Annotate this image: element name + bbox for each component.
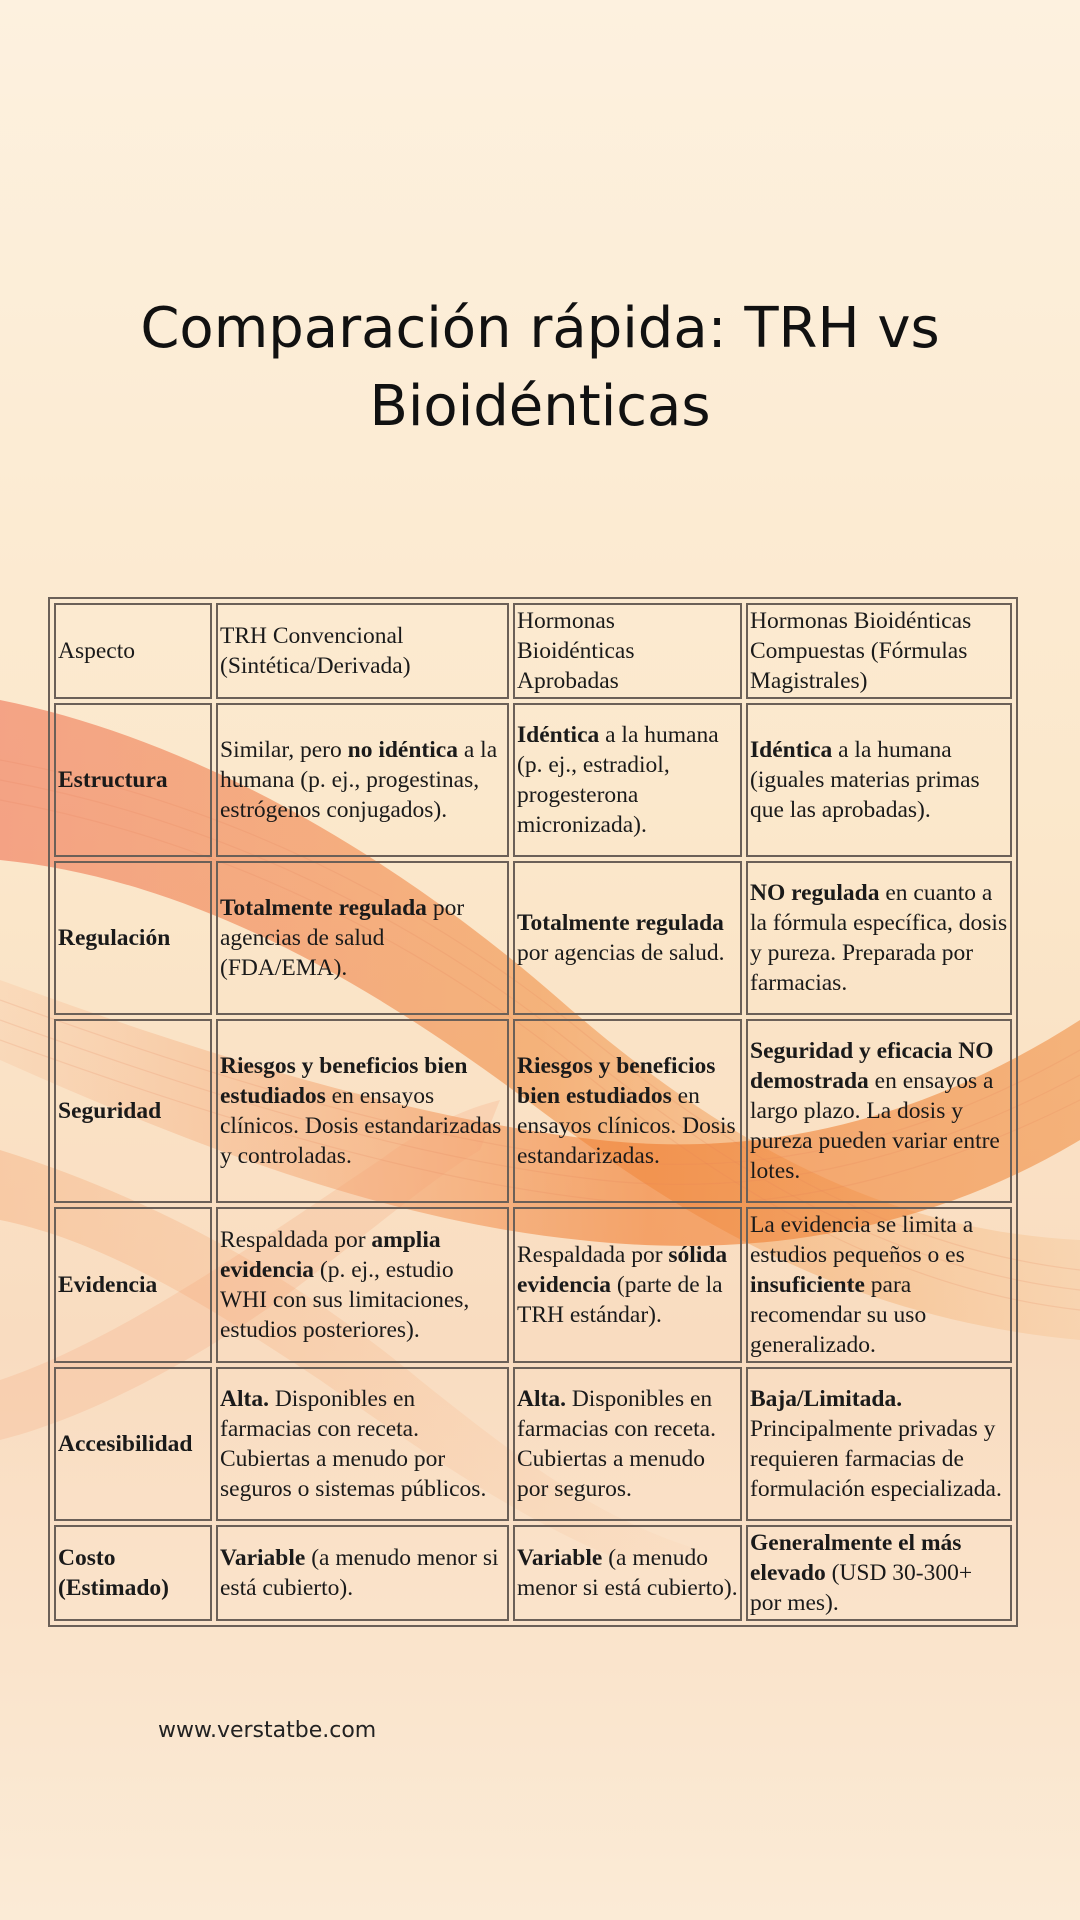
row-label: Costo (Estimado) — [54, 1525, 212, 1621]
row-label: Regulación — [54, 861, 212, 1015]
table-cell: Respaldada por amplia evidencia (p. ej., estudio WHI con sus limitaciones, estudios posteriores). — [216, 1207, 509, 1363]
table-cell: Alta. Disponibles en farmacias con receta. Cubiertas a menudo por seguros o sistemas públicos. — [216, 1367, 509, 1521]
row-label: Accesibilidad — [54, 1367, 212, 1521]
page-title: Comparación rápida: TRH vs Bioidénticas — [140, 296, 940, 439]
table-cell: Variable (a menudo menor si está cubierto). — [216, 1525, 509, 1621]
table-cell: Baja/Limitada. Principalmente privadas y requieren farmacias de formulación especializada. — [746, 1367, 1012, 1521]
table-cell: NO regulada en cuanto a la fórmula específica, dosis y pureza. Preparada por farmacias. — [746, 861, 1012, 1015]
column-header-aspect: Aspecto — [54, 603, 212, 699]
table-cell: Variable (a menudo menor si está cubierto). — [513, 1525, 742, 1621]
table-cell: Idéntica a la humana (iguales materias primas que las aprobadas). — [746, 703, 1012, 857]
table-cell: Riesgos y beneficios bien estudiados en ensayos clínicos. Dosis estandarizadas y controladas. — [216, 1019, 509, 1203]
table-cell: Alta. Disponibles en farmacias con receta. Cubiertas a menudo por seguros. — [513, 1367, 742, 1521]
table-cell: Idéntica a la humana (p. ej., estradiol, progesterona micronizada). — [513, 703, 742, 857]
column-header-trh-convencional: TRH Convencional (Sintética/Derivada) — [216, 603, 509, 699]
table-row — [54, 1207, 1012, 1363]
table-cell: Riesgos y beneficios bien estudiados en ensayos clínicos. Dosis estandarizadas. — [513, 1019, 742, 1203]
table-row — [54, 1019, 1012, 1203]
table-cell: Similar, pero no idéntica a la humana (p. ej., progestinas, estrógenos conjugados). — [216, 703, 509, 857]
table-row — [54, 703, 1012, 857]
website-url: www.verstatbe.com — [158, 1718, 377, 1743]
column-header-bioidenticas-aprobadas: Hormonas Bioidénticas Aprobadas — [513, 603, 742, 699]
table-row — [54, 1367, 1012, 1521]
row-label: Evidencia — [54, 1207, 212, 1363]
row-label: Estructura — [54, 703, 212, 857]
row-label: Seguridad — [54, 1019, 212, 1203]
table-row — [54, 1525, 1012, 1621]
comparison-table — [48, 597, 1018, 1627]
table-row — [54, 861, 1012, 1015]
table-header-row — [54, 603, 1012, 699]
table-cell: Totalmente regulada por agencias de salud (FDA/EMA). — [216, 861, 509, 1015]
table-cell: Respaldada por sólida evidencia (parte de la TRH estándar). — [513, 1207, 742, 1363]
column-header-bioidenticas-compuestas: Hormonas Bioidénticas Compuestas (Fórmulas Magistrales) — [746, 603, 1012, 699]
table-cell: Seguridad y eficacia NO demostrada en ensayos a largo plazo. La dosis y pureza pueden variar entre lotes. — [746, 1019, 1012, 1203]
table-cell: Generalmente el más elevado (USD 30-300+ por mes). — [746, 1525, 1012, 1621]
table-cell: Totalmente regulada por agencias de salud. — [513, 861, 742, 1015]
table-cell: La evidencia se limita a estudios pequeños o es insuficiente para recomendar su uso generalizado. — [746, 1207, 1012, 1363]
